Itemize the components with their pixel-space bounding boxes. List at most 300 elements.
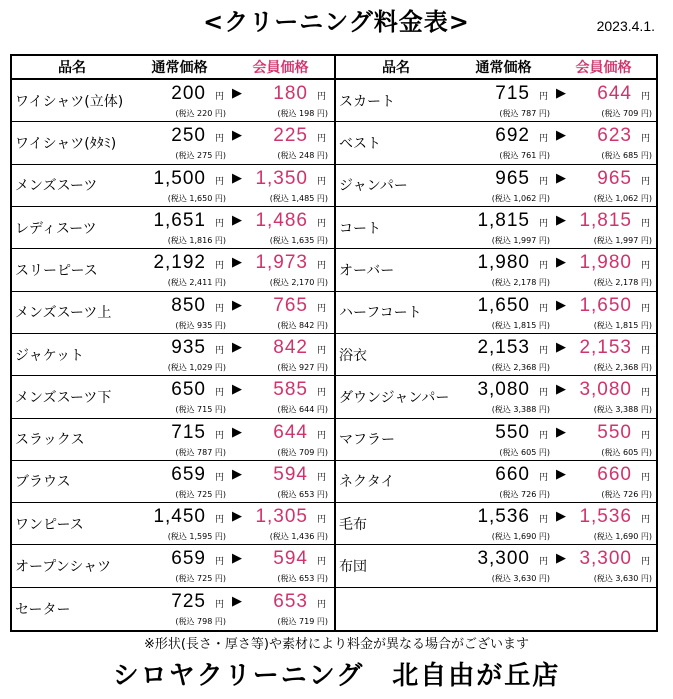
yen-unit: 円 <box>214 616 223 626</box>
member-price <box>574 464 654 500</box>
yen-unit: 円 <box>316 176 326 187</box>
regular-price-value: 650 <box>171 379 206 401</box>
yen-unit: 円 <box>214 134 224 145</box>
regular-tax-value: 726 <box>521 489 537 499</box>
member-price-value: 1,536 <box>579 506 632 528</box>
member-price <box>250 422 330 458</box>
table-row <box>12 376 334 418</box>
member-tax-incl: (税込 2,170 円) <box>269 278 328 288</box>
yen-unit: 円 <box>640 92 650 103</box>
member-price-value: 644 <box>273 421 308 443</box>
yen-unit: 円 <box>538 261 548 272</box>
yen-unit: 円 <box>214 303 224 314</box>
regular-tax-value: 220 <box>197 109 213 119</box>
yen-unit: 円 <box>214 472 224 483</box>
yen-unit: 円 <box>214 320 223 330</box>
member-price-value: 2,153 <box>579 336 632 358</box>
table-row <box>12 588 334 630</box>
tax-prefix: (税込 <box>277 109 297 119</box>
yen-unit: 円 <box>538 472 548 483</box>
yen-unit: 円 <box>538 447 547 457</box>
table-row <box>336 545 656 587</box>
arrow-icon: ▶ <box>556 128 566 144</box>
yen-unit: 円 <box>214 557 224 568</box>
tax-prefix: (税込 <box>593 193 613 203</box>
regular-price <box>132 125 228 161</box>
item-name: ワイシャツ(ﾀﾀﾐ) <box>15 136 117 153</box>
member-tax-value: 248 <box>299 151 315 161</box>
regular-price-value: 1,500 <box>153 167 206 189</box>
regular-tax-incl: (税込 2,368 円) <box>491 362 550 372</box>
item-name: スラックス <box>15 432 85 449</box>
yen-unit: 円 <box>316 574 325 584</box>
regular-price <box>456 252 552 288</box>
item-name: ワンピース <box>15 516 84 533</box>
regular-tax-incl: (税込 725 円) <box>175 489 226 499</box>
regular-tax-value: 715 <box>197 405 213 415</box>
member-price-value: 3,080 <box>579 379 632 401</box>
yen-unit: 円 <box>640 472 650 483</box>
regular-tax-value: 605 <box>521 447 537 457</box>
yen-unit: 円 <box>316 109 325 119</box>
tax-prefix: (税込 <box>491 320 511 330</box>
regular-tax-value: 787 <box>197 447 213 457</box>
regular-price <box>456 210 552 246</box>
member-tax-value: 1,815 <box>615 320 639 330</box>
regular-price-value: 1,536 <box>477 506 530 528</box>
member-price <box>250 295 330 331</box>
regular-price-value: 965 <box>495 167 530 189</box>
regular-price-value: 1,815 <box>477 210 530 232</box>
regular-tax-incl: (税込 787 円) <box>499 109 550 119</box>
tax-prefix: (税込 <box>175 320 195 330</box>
arrow-icon: ▶ <box>556 551 566 567</box>
yen-unit: 円 <box>640 515 650 526</box>
member-price <box>574 506 654 542</box>
table-row <box>12 503 334 545</box>
arrow-icon: ▶ <box>556 86 566 102</box>
table-row <box>12 122 334 164</box>
yen-unit: 円 <box>316 489 325 499</box>
member-price <box>250 252 330 288</box>
arrow-icon: ▶ <box>556 382 566 398</box>
yen-unit: 円 <box>538 574 547 584</box>
price-table <box>10 54 658 632</box>
arrow-icon: ▶ <box>556 255 566 271</box>
member-tax-value: 2,178 <box>615 278 639 288</box>
regular-price <box>456 83 552 119</box>
tax-prefix: (税込 <box>269 278 289 288</box>
left-column <box>12 56 334 630</box>
item-name: 毛布 <box>339 516 367 533</box>
yen-unit: 円 <box>316 515 326 526</box>
regular-tax-value: 1,690 <box>513 532 537 542</box>
yen-unit: 円 <box>316 599 326 610</box>
tax-prefix: (税込 <box>167 236 187 246</box>
regular-price <box>456 168 552 204</box>
header-member: 会員価格 <box>252 60 309 77</box>
item-name: ベスト <box>339 136 381 153</box>
member-price-value: 594 <box>273 548 308 570</box>
arrow-icon: ▶ <box>232 170 242 186</box>
regular-tax-incl: (税込 1,595 円) <box>167 532 226 542</box>
shop-name: シロヤクリーニング 北自由が丘店 <box>112 661 561 691</box>
header-regular: 通常価格 <box>151 60 208 77</box>
right-column <box>334 56 656 630</box>
table-header <box>12 56 334 80</box>
member-tax-incl: (税込 653 円) <box>277 574 328 584</box>
yen-unit: 円 <box>214 532 223 542</box>
yen-unit: 円 <box>214 193 223 203</box>
regular-price-value: 659 <box>171 548 206 570</box>
member-tax-value: 719 <box>299 616 315 626</box>
yen-unit: 円 <box>538 134 548 145</box>
table-row <box>336 80 656 122</box>
regular-price-value: 3,300 <box>477 548 530 570</box>
member-tax-incl: (税込 1,485 円) <box>269 193 328 203</box>
table-row <box>12 249 334 291</box>
yen-unit: 円 <box>316 261 326 272</box>
item-name: ダウンジャンパー <box>339 389 450 406</box>
page-title: <クリーニング料金表> <box>203 8 470 36</box>
arrow-icon: ▶ <box>232 382 242 398</box>
table-row <box>12 334 334 376</box>
tax-prefix: (税込 <box>593 532 613 542</box>
regular-tax-incl: (税込 2,178 円) <box>491 278 550 288</box>
member-price-value: 842 <box>273 336 308 358</box>
tax-prefix: (税込 <box>277 151 297 161</box>
item-name: ジャケット <box>15 347 85 364</box>
item-name: 布団 <box>339 559 367 576</box>
tax-prefix: (税込 <box>277 574 297 584</box>
yen-unit: 円 <box>640 430 650 441</box>
arrow-icon: ▶ <box>556 509 566 525</box>
yen-unit: 円 <box>640 447 649 457</box>
yen-unit: 円 <box>316 303 326 314</box>
yen-unit: 円 <box>640 489 649 499</box>
member-tax-incl: (税込 605 円) <box>601 447 652 457</box>
member-price <box>574 379 654 415</box>
yen-unit: 円 <box>640 388 650 399</box>
member-tax-incl: (税込 842 円) <box>277 320 328 330</box>
member-price-value: 660 <box>597 463 632 485</box>
yen-unit: 円 <box>640 405 649 415</box>
yen-unit: 円 <box>538 303 548 314</box>
regular-price <box>456 125 552 161</box>
tax-prefix: (税込 <box>175 109 195 119</box>
regular-tax-value: 275 <box>197 151 213 161</box>
member-tax-value: 1,690 <box>615 532 639 542</box>
yen-unit: 円 <box>316 472 326 483</box>
yen-unit: 円 <box>538 557 548 568</box>
regular-tax-value: 725 <box>197 489 213 499</box>
table-row <box>12 461 334 503</box>
member-tax-value: 726 <box>623 489 639 499</box>
tax-prefix: (税込 <box>601 447 621 457</box>
tax-prefix: (税込 <box>175 616 195 626</box>
member-tax-incl: (税込 709 円) <box>277 447 328 457</box>
tax-prefix: (税込 <box>601 151 621 161</box>
yen-unit: 円 <box>538 515 548 526</box>
yen-unit: 円 <box>640 532 649 542</box>
member-price <box>574 252 654 288</box>
member-price-value: 765 <box>273 294 308 316</box>
member-price-value: 965 <box>597 167 632 189</box>
member-price-value: 1,815 <box>579 210 632 232</box>
member-tax-value: 653 <box>299 489 315 499</box>
member-price <box>250 83 330 119</box>
yen-unit: 円 <box>316 345 326 356</box>
item-name: 浴衣 <box>339 347 367 364</box>
item-name: レディスーツ <box>15 220 97 237</box>
tax-prefix: (税込 <box>499 489 519 499</box>
yen-unit: 円 <box>214 430 224 441</box>
regular-price-value: 660 <box>495 463 530 485</box>
regular-tax-value: 787 <box>521 109 537 119</box>
yen-unit: 円 <box>538 320 547 330</box>
member-price <box>250 210 330 246</box>
member-price-value: 550 <box>597 421 632 443</box>
tax-prefix: (税込 <box>167 278 187 288</box>
regular-price <box>132 210 228 246</box>
regular-tax-incl: (税込 1,650 円) <box>167 193 226 203</box>
yen-unit: 円 <box>214 278 223 288</box>
tax-prefix: (税込 <box>277 320 297 330</box>
regular-tax-incl: (税込 1,816 円) <box>167 236 226 246</box>
member-price <box>250 125 330 161</box>
tax-prefix: (税込 <box>175 574 195 584</box>
yen-unit: 円 <box>316 532 325 542</box>
member-price <box>574 337 654 373</box>
member-price-value: 180 <box>273 83 308 105</box>
regular-price <box>456 548 552 584</box>
member-tax-incl: (税込 198 円) <box>277 109 328 119</box>
tax-prefix: (税込 <box>593 278 613 288</box>
regular-tax-incl: (税込 220 円) <box>175 109 226 119</box>
regular-tax-value: 2,411 <box>189 278 213 288</box>
regular-price-value: 850 <box>171 294 206 316</box>
yen-unit: 円 <box>316 447 325 457</box>
item-name: マフラー <box>339 432 395 449</box>
tax-prefix: (税込 <box>593 574 613 584</box>
yen-unit: 円 <box>640 219 650 230</box>
member-tax-value: 1,436 <box>291 532 315 542</box>
yen-unit: 円 <box>640 362 649 372</box>
member-tax-incl: (税込 1,997 円) <box>593 236 652 246</box>
item-name: コート <box>339 220 381 237</box>
regular-price <box>456 379 552 415</box>
regular-tax-value: 3,630 <box>513 574 537 584</box>
regular-price <box>132 422 228 458</box>
regular-price-value: 935 <box>171 336 206 358</box>
yen-unit: 円 <box>316 134 326 145</box>
tax-prefix: (税込 <box>175 151 195 161</box>
yen-unit: 円 <box>640 557 650 568</box>
table-row <box>336 165 656 207</box>
yen-unit: 円 <box>316 151 325 161</box>
tax-prefix: (税込 <box>269 532 289 542</box>
item-name: メンズスーツ下 <box>15 389 112 406</box>
regular-tax-value: 1,650 <box>189 193 213 203</box>
member-tax-value: 927 <box>299 362 315 372</box>
item-name: オーバー <box>339 262 395 279</box>
member-tax-value: 842 <box>299 320 315 330</box>
member-tax-value: 709 <box>299 447 315 457</box>
regular-tax-incl: (税込 1,062 円) <box>491 193 550 203</box>
table-row <box>12 207 334 249</box>
arrow-icon: ▶ <box>556 424 566 440</box>
yen-unit: 円 <box>538 489 547 499</box>
member-price <box>574 295 654 331</box>
item-name: ワイシャツ(立体) <box>15 93 124 110</box>
table-row <box>12 165 334 207</box>
regular-tax-incl: (税込 761 円) <box>499 151 550 161</box>
tax-prefix: (税込 <box>175 405 195 415</box>
header-regular: 通常価格 <box>475 60 532 77</box>
member-tax-value: 605 <box>623 447 639 457</box>
item-name: ハーフコート <box>339 305 422 322</box>
member-tax-incl: (税込 653 円) <box>277 489 328 499</box>
item-name: スカート <box>339 93 395 110</box>
tax-prefix: (税込 <box>277 362 297 372</box>
table-row <box>12 545 334 587</box>
regular-price-value: 2,153 <box>477 336 530 358</box>
regular-tax-incl: (税込 726 円) <box>499 489 550 499</box>
yen-unit: 円 <box>538 92 548 103</box>
member-price <box>574 422 654 458</box>
arrow-icon: ▶ <box>232 255 242 271</box>
arrow-icon: ▶ <box>232 128 242 144</box>
regular-tax-incl: (税込 725 円) <box>175 574 226 584</box>
tax-prefix: (税込 <box>175 489 195 499</box>
regular-price-value: 1,980 <box>477 252 530 274</box>
member-tax-incl: (税込 709 円) <box>601 109 652 119</box>
member-tax-incl: (税込 726 円) <box>601 489 652 499</box>
member-tax-value: 644 <box>299 405 315 415</box>
regular-price <box>456 422 552 458</box>
member-tax-incl: (税込 3,630 円) <box>593 574 652 584</box>
yen-unit: 円 <box>316 193 325 203</box>
regular-price-value: 715 <box>171 421 206 443</box>
arrow-icon: ▶ <box>556 297 566 313</box>
yen-unit: 円 <box>214 109 223 119</box>
regular-tax-value: 1,997 <box>513 236 537 246</box>
member-price <box>250 337 330 373</box>
member-tax-value: 198 <box>299 109 315 119</box>
tax-prefix: (税込 <box>593 362 613 372</box>
tax-prefix: (税込 <box>491 193 511 203</box>
yen-unit: 円 <box>214 345 224 356</box>
member-price-value: 1,305 <box>255 506 308 528</box>
regular-price <box>456 464 552 500</box>
tax-prefix: (税込 <box>601 109 621 119</box>
regular-tax-incl: (税込 2,411 円) <box>167 278 226 288</box>
regular-tax-incl: (税込 275 円) <box>175 151 226 161</box>
table-row <box>336 461 656 503</box>
yen-unit: 円 <box>316 430 326 441</box>
member-tax-incl: (税込 644 円) <box>277 405 328 415</box>
yen-unit: 円 <box>640 151 649 161</box>
member-tax-value: 3,630 <box>615 574 639 584</box>
member-price-value: 1,650 <box>579 294 632 316</box>
regular-tax-incl: (税込 605 円) <box>499 447 550 457</box>
yen-unit: 円 <box>316 320 325 330</box>
yen-unit: 円 <box>640 236 649 246</box>
regular-price-value: 3,080 <box>477 379 530 401</box>
regular-price-value: 1,450 <box>153 506 206 528</box>
regular-price-value: 2,192 <box>153 252 206 274</box>
tax-prefix: (税込 <box>491 362 511 372</box>
header-member: 会員価格 <box>575 60 632 77</box>
yen-unit: 円 <box>640 261 650 272</box>
member-price <box>574 168 654 204</box>
arrow-icon: ▶ <box>232 424 242 440</box>
regular-tax-incl: (税込 787 円) <box>175 447 226 457</box>
tax-prefix: (税込 <box>593 320 613 330</box>
tax-prefix: (税込 <box>499 447 519 457</box>
member-tax-incl: (税込 2,178 円) <box>593 278 652 288</box>
yen-unit: 円 <box>316 388 326 399</box>
regular-tax-incl: (税込 715 円) <box>175 405 226 415</box>
regular-tax-value: 798 <box>197 616 213 626</box>
table-row <box>336 292 656 334</box>
regular-tax-incl: (税込 1,997 円) <box>491 236 550 246</box>
yen-unit: 円 <box>640 176 650 187</box>
member-price <box>574 210 654 246</box>
regular-tax-incl: (税込 1,029 円) <box>167 362 226 372</box>
member-tax-incl: (税込 1,062 円) <box>593 193 652 203</box>
yen-unit: 円 <box>538 236 547 246</box>
table-row <box>336 122 656 164</box>
regular-price <box>132 548 228 584</box>
regular-tax-incl: (税込 1,815 円) <box>491 320 550 330</box>
yen-unit: 円 <box>214 176 224 187</box>
regular-tax-value: 935 <box>197 320 213 330</box>
item-name: ジャンパー <box>339 178 408 195</box>
yen-unit: 円 <box>538 278 547 288</box>
tax-prefix: (税込 <box>277 405 297 415</box>
tax-prefix: (税込 <box>277 447 297 457</box>
yen-unit: 円 <box>538 109 547 119</box>
tax-prefix: (税込 <box>269 236 289 246</box>
yen-unit: 円 <box>640 278 649 288</box>
regular-price <box>132 506 228 542</box>
tax-prefix: (税込 <box>499 151 519 161</box>
member-price <box>574 125 654 161</box>
regular-tax-incl: (税込 3,388 円) <box>491 405 550 415</box>
arrow-icon: ▶ <box>232 339 242 355</box>
yen-unit: 円 <box>214 515 224 526</box>
regular-price-value: 715 <box>495 83 530 105</box>
member-price <box>250 168 330 204</box>
member-price-value: 653 <box>273 590 308 612</box>
yen-unit: 円 <box>538 151 547 161</box>
regular-tax-value: 1,029 <box>189 362 213 372</box>
table-row <box>12 80 334 122</box>
regular-price-value: 200 <box>171 83 206 105</box>
regular-price-value: 659 <box>171 463 206 485</box>
arrow-icon: ▶ <box>232 593 242 609</box>
tax-prefix: (税込 <box>491 574 511 584</box>
arrow-icon: ▶ <box>556 213 566 229</box>
yen-unit: 円 <box>214 388 224 399</box>
regular-tax-incl: (税込 935 円) <box>175 320 226 330</box>
tax-prefix: (税込 <box>167 193 187 203</box>
header-name: 品名 <box>382 60 410 77</box>
member-price <box>574 548 654 584</box>
regular-tax-value: 725 <box>197 574 213 584</box>
regular-price-value: 550 <box>495 421 530 443</box>
